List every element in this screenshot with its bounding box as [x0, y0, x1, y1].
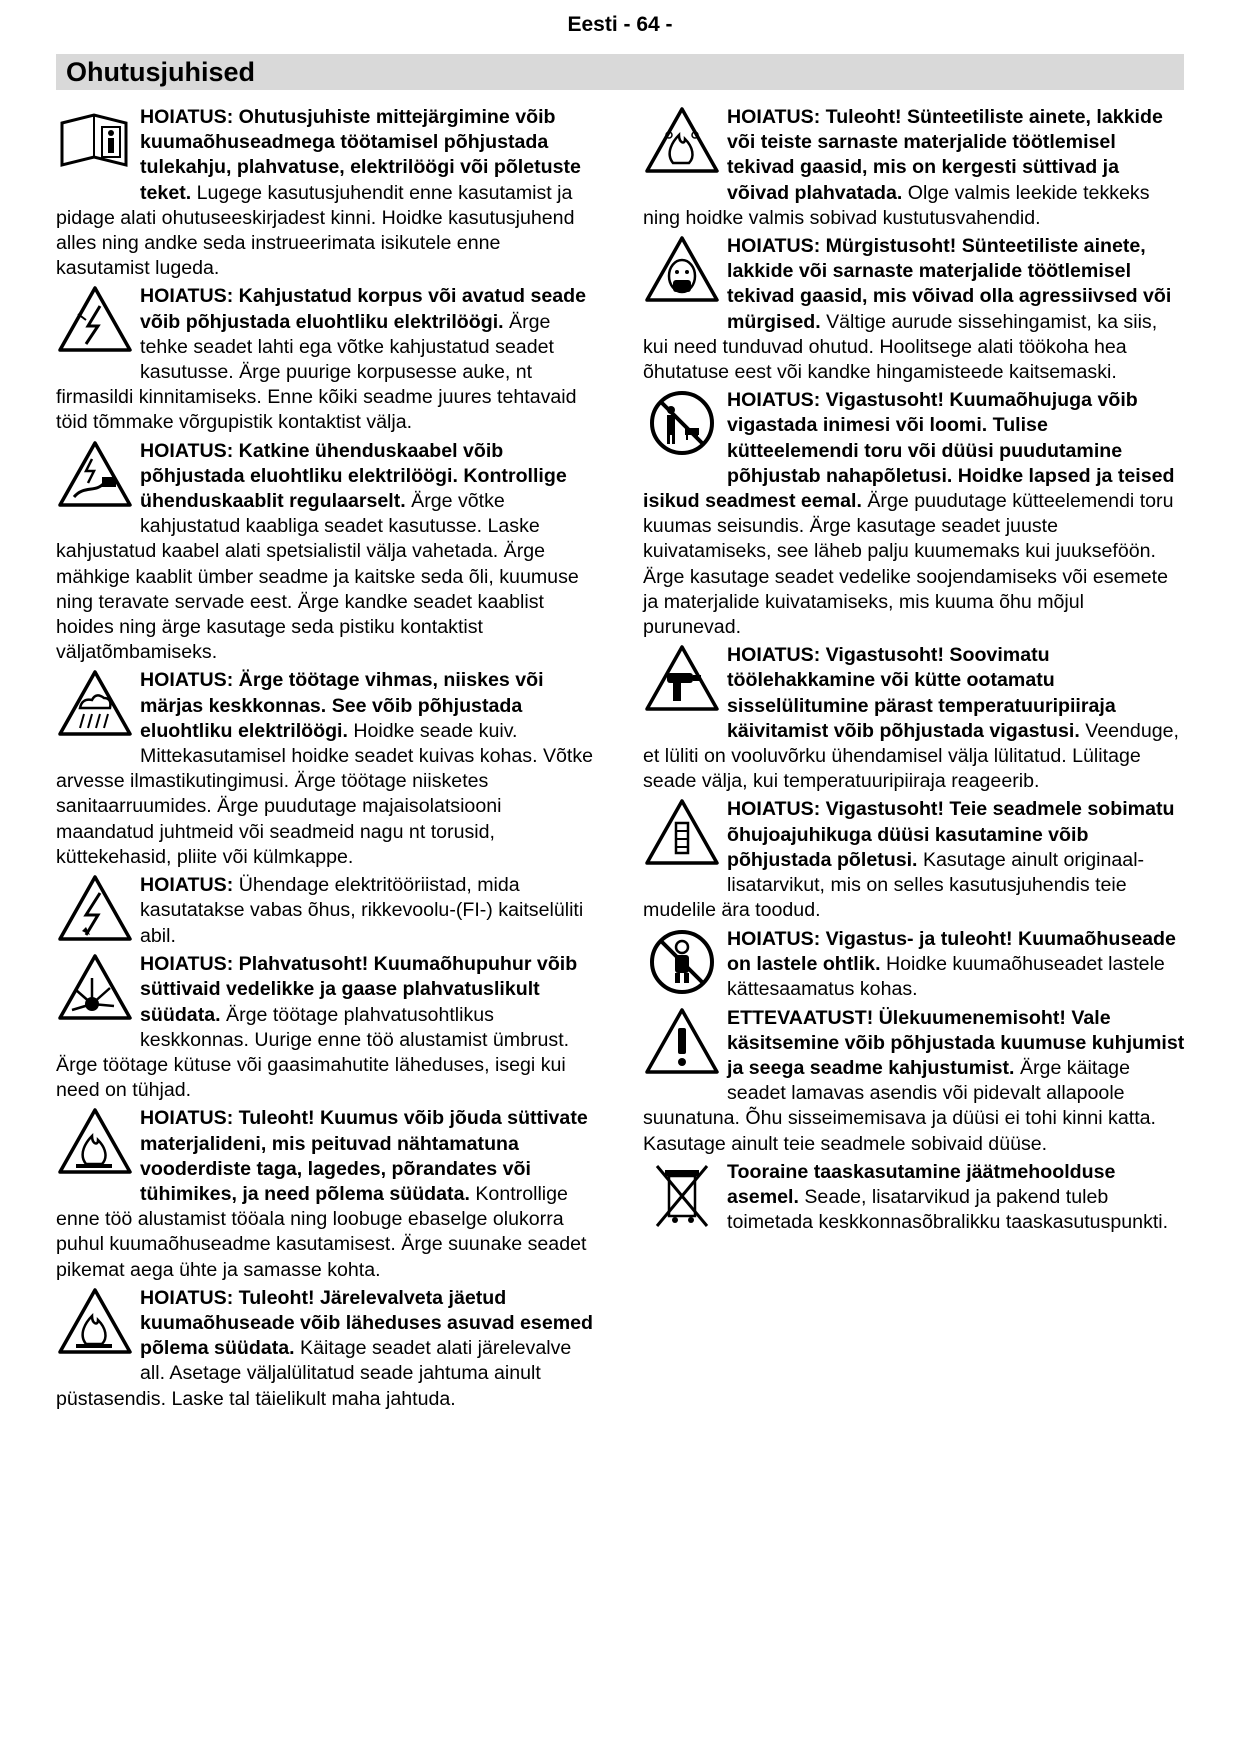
- no-children-icon: [643, 927, 723, 1003]
- warning-lead: HOIATUS: Tuleoht! Sünteetiliste ainete, lakkide või teiste sarnaste materjalide töötlemisel tekivad gaasid, mis on kergesti süttivad ja võivad plahvatada.: [727, 106, 1163, 204]
- warning-text: Kasutage ainult originaal-lisatarvikut, mis on selles kasutusjuhendis teie mudelile ära toodud.: [643, 848, 1145, 922]
- warning-text: Käitage seadet alati järelevalve all. Asetage väljalülitatud seade jahtuma ainult püstasendis. Laske tal täielikult maha jahtuda.: [56, 1337, 572, 1410]
- page-header: Eesti - 64 -: [567, 13, 673, 36]
- warning-text: Kontrollige enne töö alustamist tööala ning loobuge ebaselge olukorra puhul kuumaõhuseadme kasutamisest. Ärge suunake seadet pikemat aega ühte ja samasse kohta.: [56, 1182, 587, 1281]
- caution-exclamation-icon: [643, 1006, 723, 1082]
- left-column: [56, 105, 598, 1415]
- warning-text: Vältige aurude sissehingamist, ka siis, kui need tunduvad ohutud. Hoolitsege alati töökoha hea õhutatuse eest või kandke hingamisteede kaitsemaski.: [643, 310, 1158, 384]
- warning-text: Olge valmis leekide tekkeks ning hoidke valmis sobivad kustutusvahendid.: [643, 181, 1150, 229]
- warning-entry: [56, 439, 598, 666]
- warning-text: Ärge tehke seadet lahti ega võtke kahjustatud seadet kasutusse. Ärge puurige korpusesse auke, nt firmasildi kinnitamiseks. Enne kõiki seadme juures tehtavaid töid tõmmake võrgupistik kontaktist välja.: [56, 310, 577, 434]
- warning-text: Ärge töötage plahvatusohtlikus keskkonnas. Uurige enne töö alustamist ümbrust. Ärge töötage kütuse või gaasimahutite läheduses, isegi kui need on tühjad.: [56, 1003, 570, 1102]
- damaged-housing-shock-icon: [56, 284, 136, 360]
- warning-entry: [643, 234, 1185, 385]
- recycling-entry: [643, 1160, 1185, 1236]
- warning-lead: HOIATUS: Vigastusoht! Teie seadmele sobimatu õhujoajuhikuga düüsi kasutamine võib põhjustada põletusi.: [727, 798, 1175, 871]
- heat-gun-switch-icon: [643, 643, 723, 719]
- warning-lead: HOIATUS: Tuleoht! Järelevalveta jäetud kuumaõhuseade võib läheduses asuvad esemed põlema süüdata.: [140, 1286, 594, 1360]
- rain-wet-icon: [56, 668, 136, 744]
- warning-entry: [643, 643, 1185, 794]
- explosion-icon: [56, 952, 136, 1028]
- recycling-lead: Tooraine taaskasutamine jäätmehoolduse asemel.: [727, 1160, 1116, 1208]
- warning-text: Ärge käitage seadet lamavas asendis või pidevalt allapoole suunatuna. Õhu sisseimemisava ja düüsi ei tohi kinni katta. Kasutage ainult teie seadmele sobivaid düüse.: [643, 1056, 1156, 1155]
- warning-lead: HOIATUS: Tuleoht! Kuumus võib jõuda süttivate materjalideni, mis peituvad nähtamatuna vooderdiste taga, lagedes, põrandates või tühimikes, ja need põlema süüdata.: [140, 1107, 588, 1205]
- warning-text: Ärge võtke kahjustatud kaabliga seadet kasutusse. Laske kahjustatud kaabel alati spetsialistil välja vahetada. Ärge mähkige kaablit ümber seadme ja kaitske seda õli, kuumuse ning teravate servade eest. Ärge kandke seadet kaablist hoides ning ärge kasutage seda pistiku kontaktist väljatõmbamiseks.: [56, 490, 579, 664]
- warning-lead: HOIATUS: Mürgistusoht! Sünteetiliste ainete, lakkide või sarnaste materjalide töötlemisel tekivad gaasid, mis võivad olla agressiivsed või mürgised.: [727, 235, 1172, 333]
- warning-entry: [643, 388, 1185, 640]
- section-bar: [56, 54, 1184, 90]
- warning-text: Ühendage elektritööriistad, mida kasutatakse vabas õhus, rikkevoolu-(FI-) kaitselüliti abil.: [140, 874, 584, 947]
- warning-entry: [56, 952, 598, 1103]
- no-people-animals-icon: [643, 388, 723, 464]
- warning-entry: [56, 668, 598, 870]
- warning-lead: HOIATUS:: [140, 874, 234, 897]
- warning-lead: ETTEVAATUST! Ülekuumenemisoht! Vale käsitsemine võib põhjustada kuumuse kuhjumist ja seega seadme kahjustumist.: [727, 1006, 1185, 1079]
- warning-entry: [56, 105, 598, 281]
- warning-lead: HOIATUS: Vigastus- ja tuleoht! Kuumaõhuseade on lastele ohtlik.: [727, 927, 1176, 975]
- warning-lead: HOIATUS: Plahvatusoht! Kuumaõhupuhur võib süttivaid vedelikke ja gaase plahvatuslikult süüdata.: [140, 953, 578, 1026]
- warning-entry: [643, 797, 1185, 923]
- warning-lead: HOIATUS: Kahjustatud korpus või avatud seade võib põhjustada eluohtliku elektrilöögi.: [140, 285, 587, 333]
- section-title: Ohutusjuhised: [66, 57, 255, 87]
- nozzle-warning-icon: [643, 797, 723, 873]
- warning-lead: HOIATUS: Katkine ühenduskaabel võib põhjustada eluohtliku elektrilöögi. Kontrollige ühenduskaablit regulaarselt.: [140, 439, 567, 513]
- warning-entry: [643, 1006, 1185, 1157]
- electric-shock-icon: [56, 873, 136, 949]
- warning-text: Lugege kasutusjuhendit enne kasutamist ja pidage alati ohutuseeskirjadest kinni. Hoidke kasutusjuhend alles ning andke seda instrueerimata isikutele enne kasutamist lugeda.: [56, 181, 575, 280]
- manual-info-icon: [56, 105, 136, 181]
- recycling-text: Seade, lisatarvikud ja pakend tuleb toimetada keskkonnasõbralikku taaskasutuspunkti.: [727, 1185, 1169, 1234]
- warning-entry: [56, 284, 598, 435]
- warning-entry: [56, 1106, 598, 1282]
- warning-text: Ärge puudutage kütteelemendi toru kuumas seisundis. Ärge kasutage seadet juuste kuivatamiseks, see läheb palju kuumemaks kui juukseföön. Ärge kasutage seadet vedelike soojendamiseks või esemete ja materjalide kuivatamiseks, mis kuuma õhu mõjul purunevad.: [643, 490, 1174, 639]
- warning-text: Hoidke seade kuiv. Mittekasutamisel hoidke seadet kuivas kohas. Võtke arvesse ilmastikutingimusi. Ärge töötage niisketes sanitaarruumides. Ärge puudutage majaisolatsiooni maandatud juhtmeid või seadmeid nagu nt torusid, küttekehasid, pliite või külmkappe.: [56, 719, 594, 868]
- warning-lead: HOIATUS: Vigastusoht! Kuumaõhujuga võib vigastada inimesi või loomi. Tulise kütteelemendi toru või düüsi puudutamine põhjustab nahapõletusi. Hoidke lapsed ja teised isikud seadmest eemal.: [643, 389, 1175, 513]
- damaged-cable-shock-icon: [56, 439, 136, 515]
- respirator-mask-icon: [643, 234, 723, 310]
- warning-text: Veenduge, et lüliti on vooluvõrku ühendamisel välja lülitatud. Lülitage seade välja, kui temperatuuripiiraja reageerib.: [643, 719, 1179, 793]
- warning-entry: [643, 927, 1185, 1003]
- right-column: [643, 105, 1185, 1239]
- fire-icon: [56, 1106, 136, 1182]
- warning-entry: [56, 873, 598, 949]
- warning-lead: HOIATUS: Ärge töötage vihmas, niiskes või märjas keskkonnas. See võib põhjustada eluohtliku elektrilöögi.: [140, 669, 544, 742]
- fire-unattended-icon: [56, 1286, 136, 1362]
- warning-lead: HOIATUS: Vigastusoht! Soovimatu töölehakkamine või kütte ootamatu sisselülitumine pärast temperatuuripiiraja käivitamist võib põhjustada vigastusi.: [727, 644, 1116, 742]
- warning-lead: HOIATUS: Ohutusjuhiste mittejärgimine võib kuumaõhuseadmega töötamisel põhjustada tulekahju, plahvatuse, elektrilöögi või põletuste teket.: [140, 106, 581, 204]
- flammable-gas-icon: [643, 105, 723, 181]
- warning-entry: [643, 105, 1185, 231]
- warning-text: Hoidke kuumaõhuseadet lastele kättesaamatus kohas.: [727, 952, 1165, 1000]
- crossed-bin-recycling-icon: [643, 1160, 723, 1236]
- warning-entry: [56, 1286, 598, 1412]
